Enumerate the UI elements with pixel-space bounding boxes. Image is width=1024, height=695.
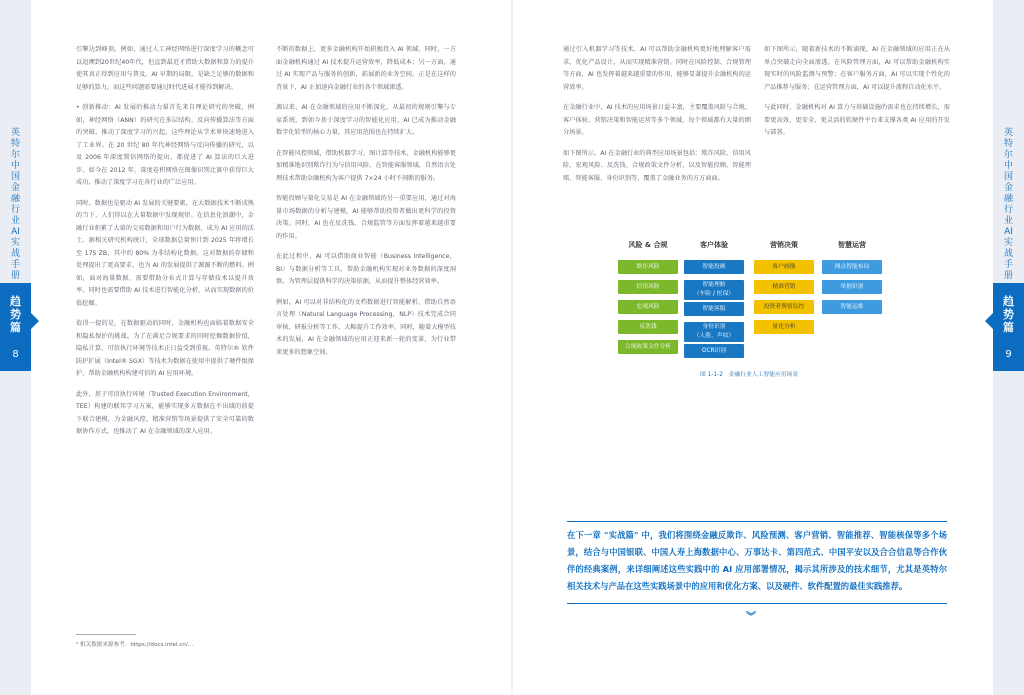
right-side-title-char: 金 (1003, 183, 1013, 193)
right-section-label-char: 趋 (1003, 295, 1014, 308)
footnote-rule (76, 634, 136, 635)
left-col1-paragraph: 同时，数据也是驱动 AI 发展的关键要素，在大数据技术不断成熟的当下，人们得以在大量数据中发现规律。在信息化浪潮中，金融行业积累了大量的交易数据和用户行为数据，成为 AI 应用的沃土。据相关研究机构统计，全球数据总量预计到 2025 年将增长至 175 ZB，其中约 80% 为非结构化数据。这对数据的存储和处理提出了更高要求，也为 AI 的发展提供了源源不断的燃料。例如，面对海量数据，需要借助分布式计算与存储技术以提升效率，同时也需要借助 AI 技术进行智能化分析，从而实现数据的价值挖掘。 (76, 199, 254, 307)
left-side-strip (0, 0, 31, 695)
right-side-title-char: 国 (1003, 172, 1013, 182)
left-side-title-char: 册 (10, 271, 20, 281)
right-section-label (993, 295, 1024, 334)
left-side-title-char: 特 (10, 139, 20, 149)
next-chapter-highlight: 在下一章 "实战篇" 中，我们将围绕金融反欺诈、风险预测、客户营销、智能推荐、智能核保等多个场景，结合与中国银联、中国人寿上海数据中心、万事达卡、第四范式、中国平安以及合合信息等合作伙伴的经典案例，来详细阐述这些实践中的 AI 应用部署情况，揭示其所涉及的技术细节，尤其是英特尔相关技术与产品在这些实践场景中的应用和优化方案、以及硬件、软件配置的最佳实践推荐。 (567, 530, 947, 591)
left-col1-paragraph: 值得一提的是，在数据驱动的同时，金融机构也面临着数据安全和隐私保护的挑战。为了在满足合规要求的同时挖掘数据价值，隐私计算、可信执行环境等技术正日益受到重视。英特尔® 软件防护扩展（Intel® SGX）等技术为数据在使用中提供了硬件级保护，帮助金融机构构建可信的 AI 应用环境。 (76, 320, 254, 377)
right-side-title-char: 中 (1003, 161, 1013, 171)
right-side-title-char: 融 (1003, 194, 1013, 204)
left-col2-paragraph: 在此过程中，AI 可以借助商业智能（Business Intelligence，BI）与数据分析等工具，帮助金融机构实现对业务数据的深度洞察，为管理层提供科学的决策依据，从而提升整体经营效率。 (276, 253, 456, 285)
left-col2-paragraph: 不断的数据上，更多金融机构开始积极投入 AI 领域。同时，一方面金融机构通过 AI 技术提升运营效率，降低成本；另一方面，通过 AI 实现产品与服务的创新，拓展新的业务空间。正是在这样的背景下，AI 正加速向金融行业的各个领域渗透。 (276, 46, 456, 91)
right-side-title-char: 特 (1003, 139, 1013, 149)
left-side-title-char: 行 (10, 205, 20, 215)
right-side-title-char: 册 (1003, 271, 1013, 281)
chevron-down-icon[interactable]: ︾ (746, 612, 756, 623)
diagram-scenario-box: 身份识别 （人脸，声纹） (684, 322, 744, 342)
diagram-scenario-box: 信用风险 (618, 280, 678, 294)
diagram-column-head: 客户体验 (700, 241, 728, 249)
left-side-title-char: AI (11, 227, 20, 237)
right-side-title-char: AI (1004, 227, 1013, 237)
left-side-title-char: 业 (10, 216, 20, 226)
diagram-scenario-box: 智能客服 (684, 302, 744, 316)
diagram-scenario-box: 智能运维 (822, 300, 882, 314)
right-section-tab[interactable] (993, 283, 1024, 371)
diagram-scenario-box: 欺诈风险 (618, 260, 678, 274)
diagram-scenario-box: 客户画像 (754, 260, 814, 274)
right-col1-paragraph: 在金融行业中，AI 技术的应用场景日益丰富，主要覆盖风险与合规、客户体验、营销决策和智能运营等多个领域，每个领域都有大量的细分场景。 (563, 104, 751, 136)
left-side-title-char: 融 (10, 194, 20, 204)
highlight-bottom-rule (567, 603, 947, 604)
left-section-label (0, 295, 31, 334)
diagram-scenario-box: 宏观风险 (618, 300, 678, 314)
left-side-title-char: 手 (10, 260, 20, 270)
diagram-scenario-box: 单据识别 (822, 280, 882, 294)
right-col2-paragraph: 如下图所示，随着新技术的不断涌现，AI 在金融领域的应用正在从单点突破走向全面渗透。在风险管理方面，AI 可以帮助金融机构实现实时的风险监测与预警；在客户服务方面，AI 可以实现个性化的产品推荐与服务；在运营管理方面，AI 可以提升流程自动化水平。 (764, 46, 950, 91)
right-page-column-1 (563, 44, 751, 193)
right-side-title-char: 战 (1003, 249, 1013, 259)
highlight-top-rule (567, 521, 947, 522)
left-section-label-char: 趋 (10, 295, 21, 308)
diagram-scenario-box: OCR识别 (684, 344, 744, 358)
left-side-title-char: 国 (10, 172, 20, 182)
footnote: ¹ 相关数据来源参考：https://docs.intel.cn/… (76, 642, 194, 648)
left-col2-paragraph: 例如，AI 可以对非结构化的文档数据进行智能解析，借助自然语言处理（Natural Language Processing，NLP）技术完成合同审核、研报分析等工作，大幅提升工作效率。同时，随着大模型技术的发展，AI 在金融领域的应用正迎来新一轮的变革，为行业带来更多的想象空间。 (276, 298, 456, 356)
left-col2-paragraph: 智能投顾与量化交易是 AI 在金融领域的另一重要应用，通过对海量市场数据的分析与建模，AI 能够帮助投资者做出更科学的投资决策。同时，AI 也在反洗钱、合规监管等方面发挥着越来越重要的作用。 (276, 195, 456, 240)
right-col2-paragraph: 与此同时，金融机构对 AI 算力与基础设施的需求也在持续增长，需要更高效、更安全、更灵活的软硬件平台来支撑各类 AI 应用的开发与部署。 (764, 104, 950, 136)
right-side-strip (993, 0, 1024, 695)
diagram-scenario-box: 反洗钱 (618, 320, 678, 334)
diagram-column-head: 智慧运营 (838, 241, 866, 249)
right-side-title-char: 英 (1003, 128, 1013, 138)
left-side-title-char: 实 (10, 238, 20, 248)
left-side-title (0, 128, 31, 282)
left-side-title-char: 尔 (10, 150, 20, 160)
diagram-scenario-box: 智能理赔 （车险 / 医保） (684, 280, 744, 300)
right-section-label-char: 势 (1003, 308, 1014, 321)
diagram-caption: 图 1-1-2 金融行业人工智能应用场景 (700, 372, 799, 378)
left-page-column-2 (276, 44, 456, 367)
ai-scenario-diagram (618, 240, 880, 368)
left-section-label-char: 篇 (10, 321, 21, 334)
right-section-label-char: 篇 (1003, 321, 1014, 334)
left-col2-paragraph: 在智能风控领域，借助机器学习、图计算等技术，金融机构能够更加精准地识别欺诈行为与信用风险。在智能客服领域，自然语言处理技术帮助金融机构为客户提供 7×24 小时不间断的服务。 (276, 149, 456, 182)
left-side-title-char: 战 (10, 249, 20, 259)
left-section-tab[interactable] (0, 283, 31, 371)
right-page-number: 9 (1005, 349, 1012, 360)
right-side-title-char: 行 (1003, 205, 1013, 215)
left-page-number: 8 (12, 349, 19, 360)
right-side-title-char: 尔 (1003, 150, 1013, 160)
left-col1-paragraph: • 创新推动：AI 发展的推动力量首先来自理论研究的突破，例如，神经网络（ANN）的研究在多层结构、反向传播算法等方面的突破，推动了深度学习的兴起，这些理论从学术界快速地进入了工业界。在 20 世纪 80 年代神经网络与反向传播的研究，以及 2006 年深度置信网络的提出，都促进了 AI 算法的巨大进步。如今在 2012 年，深度卷积网络在图像识别比赛中获得巨大成功，推动了深度学习在各行业的广泛应用。 (76, 104, 254, 186)
left-page-column-1 (76, 44, 254, 447)
diagram-column-head: 营销决策 (770, 241, 798, 249)
right-side-title (993, 128, 1024, 282)
left-col1-paragraph: 此外，基于可信执行环境（Trusted Execution Environment，TEE）构建的联邦学习方案，能够实现多方数据在不出域的前提下联合建模，为金融风控、精准营销等场景提供了安全可靠的数据协作方式，也推动了 AI 在金融领域的深入应用。 (76, 390, 254, 435)
right-col1-paragraph: 如下图所示，AI 在金融行业的典型应用场景包括：欺诈风险、信用风险、宏观风险、反洗钱、合规政策文件分析，以及智能投顾、智能理赔、智能客服、身份识别等，覆盖了金融业务的方方面面。 (563, 149, 751, 182)
left-side-title-char: 金 (10, 183, 20, 193)
right-side-title-char: 实 (1003, 238, 1013, 248)
diagram-scenario-box: 投资者舆情监控 (754, 300, 814, 314)
left-side-title-char: 英 (10, 128, 20, 138)
left-section-label-char: 势 (10, 308, 21, 321)
right-side-title-char: 业 (1003, 216, 1013, 226)
diagram-scenario-box: 智能投顾 (684, 260, 744, 274)
diagram-scenario-box: 合规政策文件分析 (618, 340, 678, 354)
diagram-column-head: 风险 & 合规 (628, 241, 668, 249)
right-col1-paragraph: 通过引入机器学习等技术，AI 可以帮助金融机构更好地理解客户需求，优化产品设计，从而实现精准营销。同时在风险控制、合规管理等方面，AI 也发挥着越来越重要的作用，能够显著提升金融机构的运营效率。 (563, 46, 751, 91)
diagram-scenario-box: 量化分析 (754, 320, 814, 334)
right-page-column-2 (764, 44, 950, 148)
left-col1-paragraph: 引擎达到峰顶。例如，通过人工神经网络进行深度学习的概念可以追溯到20世纪40年代，但直到最近才借助大数据和算力的提升使其真正得到应用与普及。AI 早期的局限，是缺乏足够的数据和足够的算力，而这些问题需要通过时代进展才能得到解决。 (76, 46, 254, 91)
left-col2-paragraph: 源以来，AI 在金融领域的应用不断深化，从最初的规则引擎与专家系统，到如今基于深度学习的智能化应用，AI 已成为推动金融数字化转型的核心力量，其应用范围也在持续扩大。 (276, 104, 456, 136)
gutter (511, 0, 513, 695)
diagram-scenario-box: 精准营销 (754, 280, 814, 294)
right-side-title-char: 手 (1003, 260, 1013, 270)
left-side-title-char: 中 (10, 161, 20, 171)
diagram-scenario-box: 网点智能布局 (822, 260, 882, 274)
